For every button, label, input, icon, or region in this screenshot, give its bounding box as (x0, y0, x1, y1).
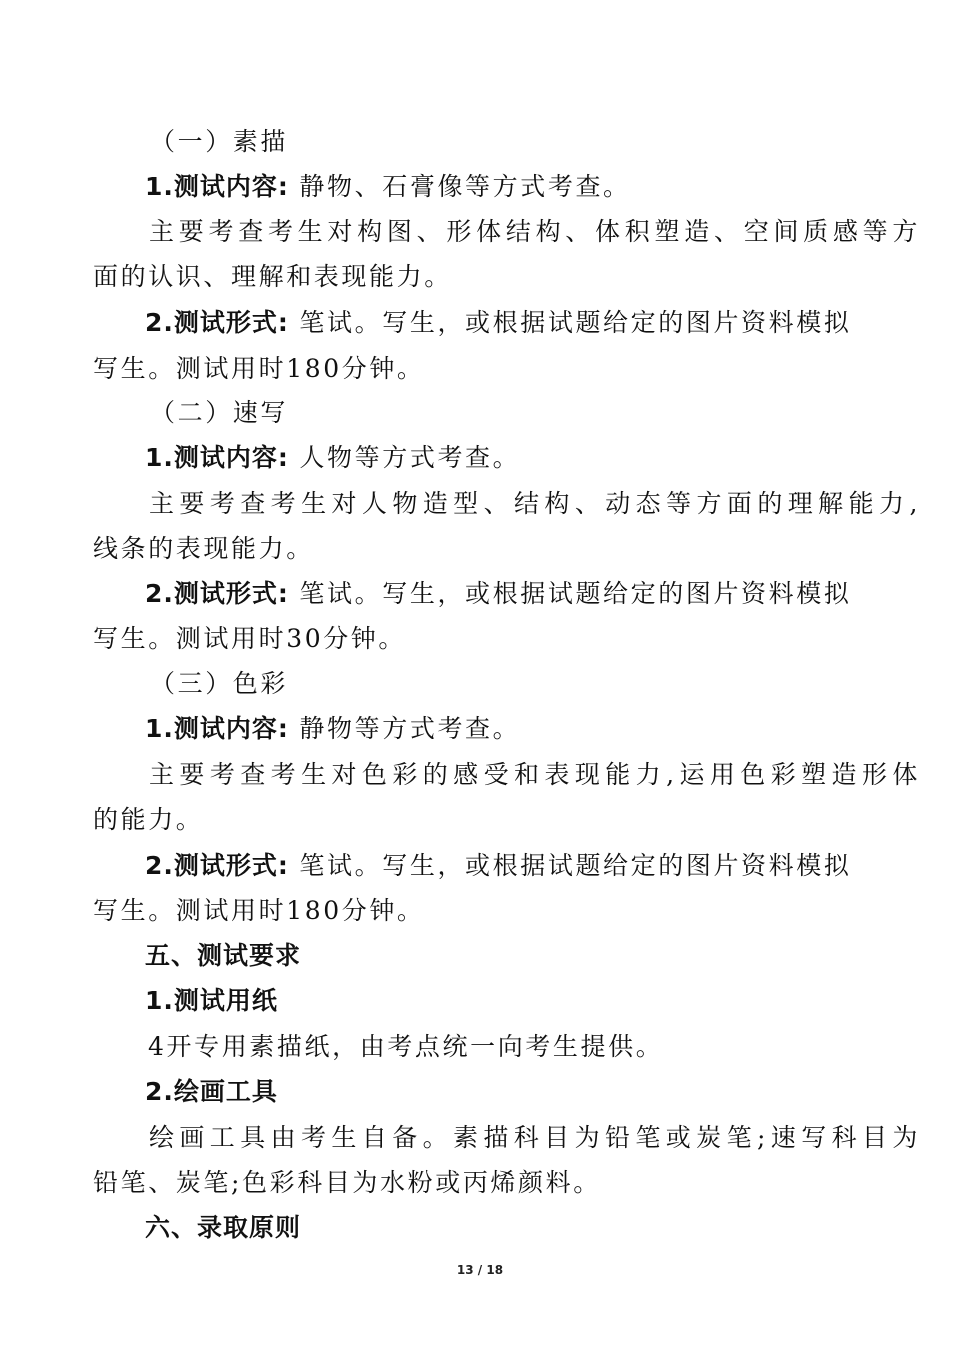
sketch-form-text: 笔试。写生，或根据试题给定的图片资料模拟 (288, 308, 852, 337)
quick-sketch-form-line (145, 576, 851, 612)
color-content-line (145, 711, 520, 747)
paper-heading: 1.测试用纸 (145, 986, 278, 1015)
sketch-form-line-2: 写生。测试用时180分钟。 (93, 354, 425, 383)
color-form-text: 笔试。写生，或根据试题给定的图片资料模拟 (288, 851, 852, 880)
color-form-line-2: 写生。测试用时180分钟。 (93, 896, 425, 925)
color-content-label: 1.测试内容: (145, 714, 289, 743)
section-heading-requirements: 五、测试要求 (145, 941, 302, 970)
color-desc-line-2: 的能力。 (93, 805, 204, 834)
sketch-form-line (145, 305, 851, 341)
quick-sketch-desc-line-2: 线条的表现能力。 (93, 534, 314, 563)
color-desc-line-1: 主要考查考生对色彩的感受和表现能力,运用色彩塑造形体 (149, 760, 920, 789)
section-heading-color: （三）色彩 (150, 669, 289, 698)
section-heading-quick-sketch: （二）速写 (150, 398, 289, 427)
color-content-text: 静物等方式考查。 (288, 714, 521, 743)
sketch-desc-line-2: 面的认识、理解和表现能力。 (93, 262, 452, 291)
tools-line-1: 绘画工具由考生自备。素描科目为铅笔或炭笔;速写科目为 (149, 1123, 920, 1152)
sketch-content-text: 静物、石膏像等方式考查。 (288, 172, 631, 201)
tools-heading: 2.绘画工具 (145, 1077, 278, 1106)
page-number: 13 / 18 (456, 1263, 504, 1277)
sketch-content-line (145, 169, 631, 205)
quick-sketch-content-label: 1.测试内容: (145, 443, 289, 472)
paper-text: 4开专用素描纸，由考点统一向考生提供。 (148, 1032, 664, 1061)
color-form-label: 2.测试形式: (145, 851, 289, 880)
quick-sketch-form-text: 笔试。写生，或根据试题给定的图片资料模拟 (288, 579, 852, 608)
section-heading-admission: 六、录取原则 (145, 1213, 302, 1242)
quick-sketch-content-line (145, 440, 520, 476)
color-form-line (145, 848, 851, 884)
sketch-desc-line-1: 主要考查考生对构图、形体结构、体积塑造、空间质感等方 (149, 217, 920, 246)
quick-sketch-form-line-2: 写生。测试用时30分钟。 (93, 624, 407, 653)
tools-line-2: 铅笔、炭笔;色彩科目为水粉或丙烯颜料。 (93, 1168, 601, 1197)
quick-sketch-content-text: 人物等方式考查。 (288, 443, 521, 472)
section-heading-sketch: （一）素描 (150, 127, 289, 156)
quick-sketch-form-label: 2.测试形式: (145, 579, 289, 608)
quick-sketch-desc-line-1: 主要考查考生对人物造型、结构、动态等方面的理解能力, (149, 489, 920, 518)
sketch-form-label: 2.测试形式: (145, 308, 289, 337)
sketch-content-label: 1.测试内容: (145, 172, 289, 201)
